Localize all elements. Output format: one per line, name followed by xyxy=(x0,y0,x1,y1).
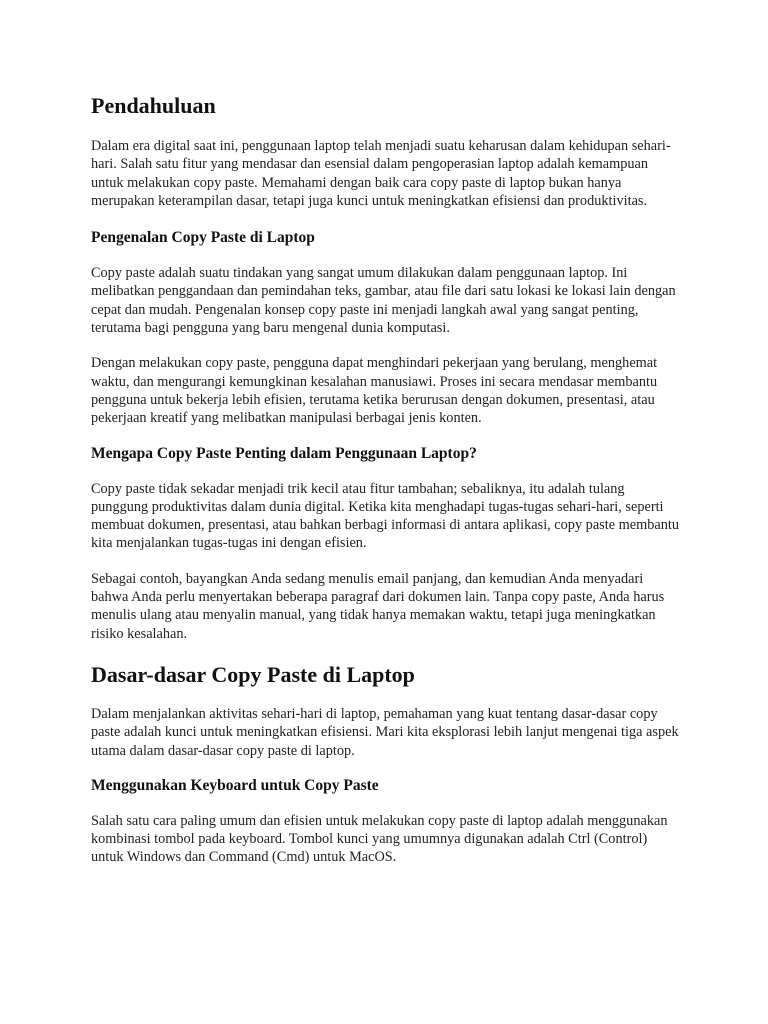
paragraph-keyboard: Salah satu cara paling umum dan efisien untuk melakukan copy paste di laptop adalah menggunakan kombinasi tombol pada keyboard. Tombol kunci yang umumnya digunakan adalah Ctrl (Control) untuk Windows dan Command (Cmd) untuk MacOS. xyxy=(91,812,668,866)
paragraph-pengenalan-1: Copy paste adalah suatu tindakan yang sangat umum dilakukan dalam penggunaan laptop. Ini melibatkan penggandaan dan pemindahan teks, gambar, atau file dari satu lokasi ke lokasi lain dengan cepat dan mudah. Pengenalan konsep copy paste ini menjadi langkah awal yang sangat penting, terutama bagi pengguna yang baru mengenal dunia komputasi. xyxy=(91,265,676,337)
subheading-keyboard: Menggunakan Keyboard untuk Copy Paste xyxy=(91,776,379,794)
document-page xyxy=(91,93,681,867)
section-heading-dasar: Dasar-dasar Copy Paste di Laptop xyxy=(91,661,415,687)
paragraph-mengapa-2: Sebagai contoh, bayangkan Anda sedang menulis email panjang, dan kemudian Anda menyadari bahwa Anda perlu menyertakan beberapa paragraf dari dokumen lain. Tanpa copy paste, Anda harus menulis ulang atau menyalin manual, yang tidak hanya memakan waktu, tetapi juga meningkatkan risiko kesalahan. xyxy=(91,570,665,642)
section-heading-pendahuluan: Pendahuluan xyxy=(91,93,216,118)
paragraph-intro: Dalam era digital saat ini, penggunaan laptop telah menjadi suatu keharusan dalam kehidupan sehari-hari. Salah satu fitur yang mendasar dan esensial dalam pengoperasian laptop adalah kemampuan untuk melakukan copy paste. Memahami dengan baik cara copy paste di laptop bukan hanya merupakan keterampilan dasar, tetapi juga kunci untuk meningkatkan efisiensi dan produktivitas. xyxy=(91,138,671,209)
subheading-mengapa: Mengapa Copy Paste Penting dalam Penggunaan Laptop? xyxy=(91,444,477,462)
subheading-pengenalan: Pengenalan Copy Paste di Laptop xyxy=(91,229,315,247)
paragraph-pengenalan-2: Dengan melakukan copy paste, pengguna dapat menghindari pekerjaan yang berulang, menghemat waktu, dan mengurangi kemungkinan kesalahan manusiawi. Proses ini secara mendasar membantu pengguna untuk bekerja lebih efisien, terutama ketika berurusan dengan dokumen, presentasi, atau pekerjaan kreatif yang melibatkan manipulasi berbagai jenis konten. xyxy=(91,355,658,427)
paragraph-dasar: Dalam menjalankan aktivitas sehari-hari di laptop, pemahaman yang kuat tentang dasar-dasar copy paste adalah kunci untuk meningkatkan efisiensi. Mari kita eksplorasi lebih lanjut mengenai tiga aspek utama dalam dasar-dasar copy paste di laptop. xyxy=(91,705,679,759)
paragraph-mengapa-1: Copy paste tidak sekadar menjadi trik kecil atau fitur tambahan; sebaliknya, itu adalah tulang punggung produktivitas dalam dunia digital. Ketika kita menghadapi tugas-tugas sehari-hari, seperti membuat dokumen, presentasi, atau bahkan berbagi informasi di antara aplikasi, copy paste membantu kita menjalankan tugas-tugas ini dengan efisien. xyxy=(91,480,679,552)
